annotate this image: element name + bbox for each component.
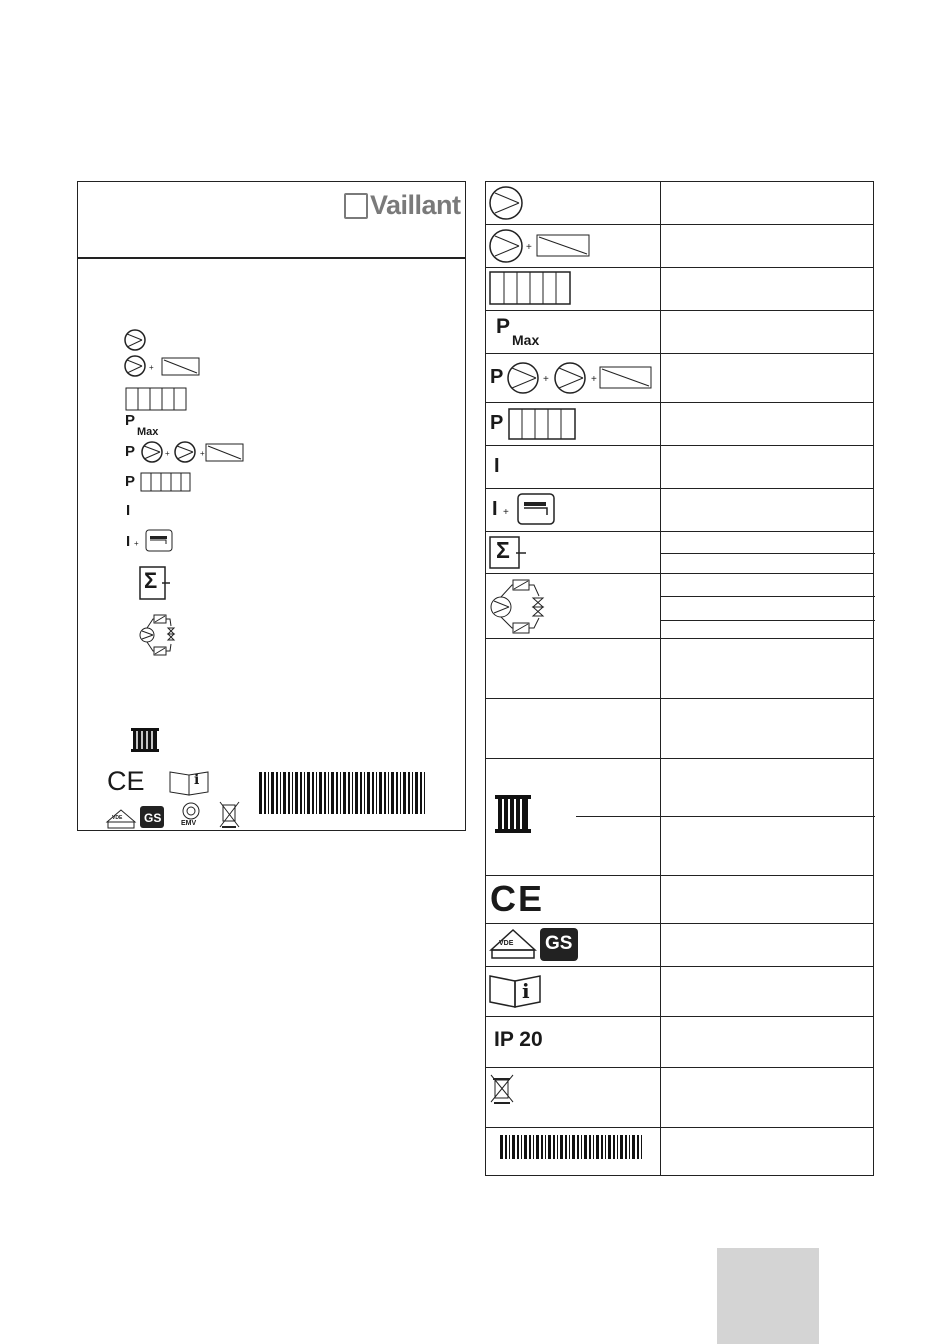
pump-icon [125,330,145,350]
subrow-divider [660,620,875,621]
svg-text:+: + [134,539,139,548]
weee-bin-icon [491,1075,513,1104]
barcode [259,772,429,814]
vde-label: VDE [499,940,514,947]
radiator-icon [131,728,159,752]
refrigerant-circuit-icon [140,615,174,655]
current-fuse-icon [134,530,172,551]
i-label-2: I [492,498,498,520]
svg-text:+: + [543,374,549,385]
i-label-1: I [494,455,500,477]
gs-label: GS [545,933,573,954]
svg-text:+: + [149,363,154,372]
heating-element-icon [490,272,570,304]
svg-text:+: + [503,507,509,518]
info-icon: i [194,772,200,788]
sigma-label: Σ [496,537,510,563]
emv-label: EMV [181,820,197,827]
p-label-3: P [490,412,504,434]
i-label-1: I [126,502,131,519]
current-fuse-icon [503,494,554,524]
pmax-p-label: P [496,315,511,338]
svg-text:+: + [165,449,170,458]
vde-label: VDE [112,815,123,821]
nameplate-symbols [78,182,467,832]
sigma-label: Σ [144,568,158,593]
i-label-2: I [126,533,131,550]
legend-table [485,181,874,1176]
pump-icon [490,187,522,219]
ce-mark: CE [107,766,145,796]
p-label-2: P [125,443,136,460]
weee-bin-icon [220,802,239,828]
emv-mark-icon [183,803,199,819]
p-label-3: P [125,473,136,490]
pmax-p-label: P [125,412,136,429]
legend-column-divider [660,182,661,1175]
svg-text:+: + [526,242,532,253]
ce-mark: CE [490,878,545,919]
p-label-2: P [490,366,504,388]
pmax-max-label: Max [512,332,540,348]
subrow-divider [660,553,875,554]
refrigerant-circuit-icon [491,580,543,633]
pmax-max-label: Max [137,426,159,438]
nameplate [77,181,466,831]
power-pump-pump-heater-icon [142,442,243,462]
heating-element-icon [126,388,186,410]
power-heating-element-icon [141,473,190,491]
pump-plus-heater-icon [125,356,199,376]
svg-text:+: + [591,374,597,385]
page-tab [717,1248,819,1344]
info-icon: i [522,979,530,1003]
svg-text:+: + [200,449,205,458]
manual-book-icon [490,976,540,1007]
manual-book-icon [170,772,208,795]
radiator-icon [495,795,531,833]
pump-plus-heater-icon [490,230,589,262]
subrow-divider [660,596,875,597]
gs-label: GS [144,811,162,825]
power-pump-pump-heater-icon [508,363,651,393]
brand-name: Vaillant [370,190,461,220]
ip-rating-label: IP 20 [494,1028,543,1051]
barcode [500,1135,648,1161]
power-heating-element-icon [509,409,575,439]
